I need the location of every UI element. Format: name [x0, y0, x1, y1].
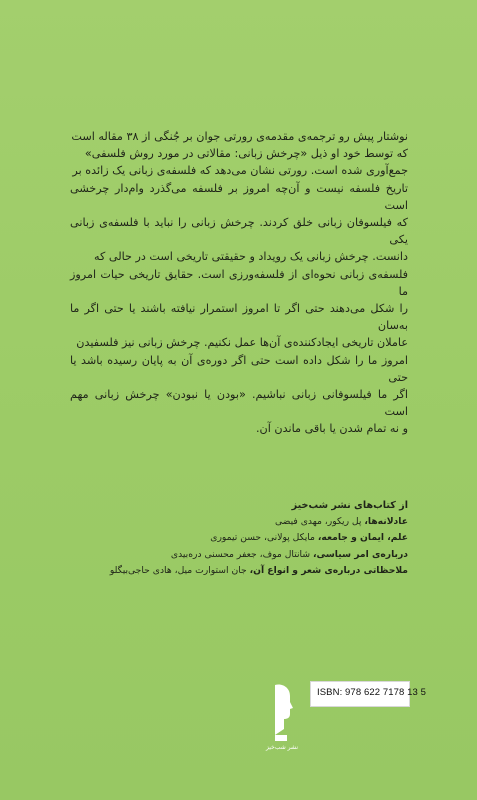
book-title: علم، ایمان و جامعه، [317, 532, 408, 544]
book-authors: پل ریکور، مهدی فیضی [275, 516, 365, 528]
blurb-line: که فیلسوفان زبانی خلق کردند. چرخش زبانی را نباید با فلسفه‌ی زبانی یکی [70, 216, 408, 247]
publisher-caption: نشر شب‌خیز [266, 744, 298, 751]
book-authors: شانتال موف، جعفر محسنی دره‌بیدی [170, 548, 313, 560]
book-list-item [150, 514, 408, 530]
isbn-number: ISBN: 978 622 7178 13 5 [317, 687, 426, 698]
book-title: درباره‌ی امر سیاسی، [312, 548, 408, 560]
blurb-line: نوشتار پیش رو ترجمه‌ی مقدمه‌ی رورتی جوان بر جُنگی از ۳۸ مقاله است [71, 130, 408, 143]
blurb-line: فلسفه‌ی زبانی نحوه‌ای از فلسفه‌ورزی است. حقایق تاریخی حیات امروز ما [70, 267, 408, 298]
profile-head-logo-icon [271, 683, 293, 743]
blurb-line: اگر ما فیلسوفانی زبانی نباشیم. «بودن یا نبودن» چرخش زبانی مهم است [70, 388, 408, 419]
book-list-heading: از کتاب‌های نشر شب‌خیز [291, 500, 408, 511]
book-list-item [150, 530, 408, 546]
book-list-item [150, 547, 408, 563]
book-authors: جان استوارت میل، هادی حاجی‌بیگلو [109, 564, 250, 576]
book-authors: مایکل پولانی، حسن تیموری [210, 532, 318, 544]
blurb-line: تاریخ فلسفه نیست و آن‌چه امروز بر فلسفه می‌گذرد وام‌دار چرخشی است [70, 181, 408, 212]
book-list-item [109, 563, 408, 579]
blurb-line: عاملان تاریخی ایجادکننده‌ی آن‌ها عمل نکنیم. چرخش زبانی نیز فلسفیدن [76, 336, 408, 350]
blurb-line: را شکل می‌دهند حتی اگر تا امروز استمرار نیافته باشند یا حتی اگر ما به‌سان [70, 302, 408, 333]
blurb-line: که توسط خود او ذیل «چرخش زبانی: مقالاتی در مورد روش فلسفی» [84, 147, 408, 161]
book-title: ملاحظاتی درباره‌ی شعر و انواع آن، [249, 564, 408, 576]
blurb-line: دانست. چرخش زبانی یک رویداد و حقیقتی تاریخی است در حالی که [93, 250, 408, 264]
blurb-line: جمع‌آوری شده است. رورتی نشان می‌دهد که فلسفه‌ی زبانی یک زائده بر [72, 164, 408, 178]
blurb-line: امروز ما را شکل داده است حتی اگر دوره‌ی آن به پایان رسیده باشد یا حتی [70, 353, 408, 384]
blurb-text [70, 128, 408, 438]
isbn-barcode-area [310, 681, 426, 707]
blurb-line: و نه تمام شدن یا باقی ماندن آن. [256, 422, 408, 436]
book-title: عادلانه‌ها، [364, 516, 408, 528]
publisher-book-list [109, 498, 408, 579]
